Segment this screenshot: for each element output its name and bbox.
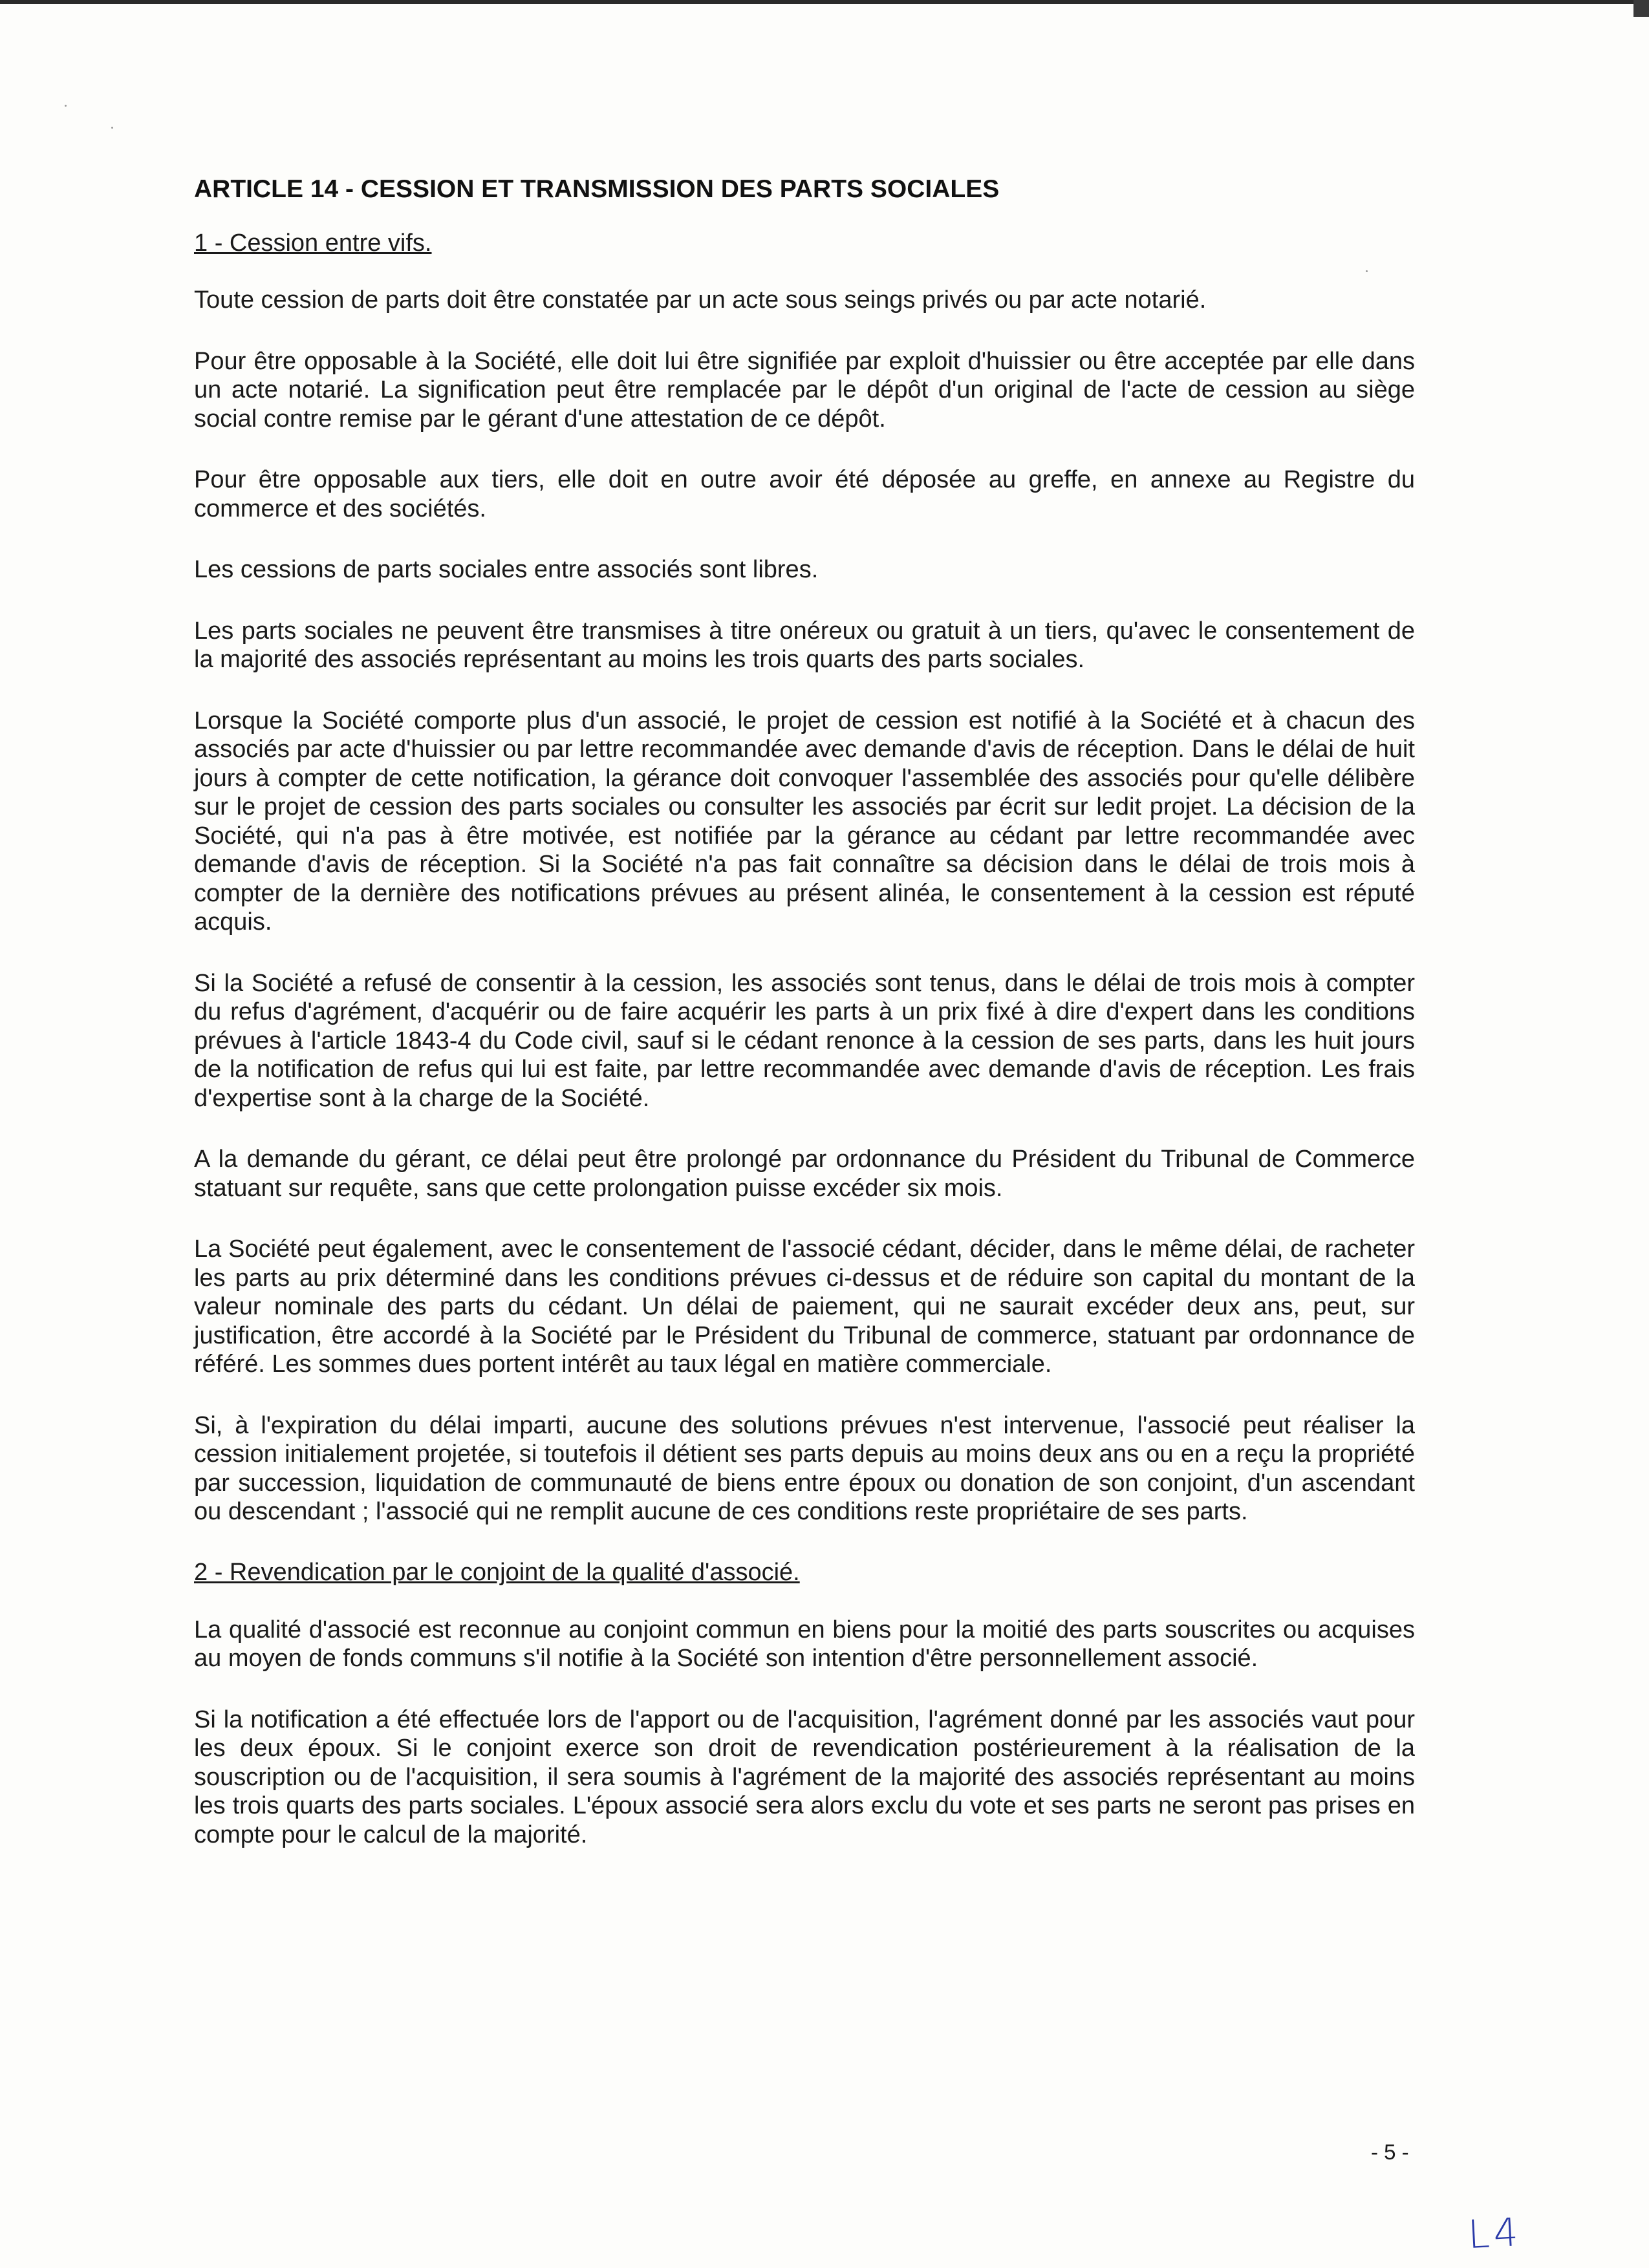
scan-corner-mark <box>1633 0 1649 17</box>
paragraph: La Société peut également, avec le consentement de l'associé cédant, décider, dans le même délai, de racheter les parts au prix déterminé dans les conditions prévues ci-dessus et de réduire son capital du montant de la valeur nominale des parts du cédant. Un délai de paiement, qui ne saurait excéder deux ans, peut, sur justification, être accordé à la Société par le Président du Tribunal de commerce, statuant par ordonnance de référé. Les sommes dues portent intérêt au taux légal en matière commerciale. <box>194 1236 1415 1378</box>
scan-speck <box>65 105 67 107</box>
section-1-heading: 1 - Cession entre vifs. <box>194 229 432 257</box>
paragraph: Lorsque la Société comporte plus d'un associé, le projet de cession est notifié à la Société et à chacun des associés par acte d'huissier ou par lettre recommandée avec demande d'avis de réception. Dans le délai de huit jours à compter de cette notification, la gérance doit convoquer l'assemblée des associés pour qu'elle délibère sur le projet de cession des parts sociales ou consulter les associés par écrit sur ledit projet. La décision de la Société, qui n'a pas à être motivée, est notifiée par la gérance au cédant par lettre recommandée avec demande d'avis de réception. Si la Société n'a pas fait connaître sa décision dans le délai de trois mois à compter de la dernière des notifications prévues au présent alinéa, le consentement à la cession est réputé acquis. <box>194 707 1415 936</box>
paragraph: Si la Société a refusé de consentir à la cession, les associés sont tenus, dans le délai de trois mois à compter du refus d'agrément, d'acquérir ou de faire acquérir les parts à un prix fixé à dire d'expert dans les conditions prévues à l'article 1843-4 du Code civil, sauf si le cédant renonce à la cession de ses parts, dans les huit jours de la notification de refus qui lui est faite, par lettre recommandée avec demande d'avis de réception. Les frais d'expertise sont à la charge de la Société. <box>194 969 1415 1112</box>
section-2-heading: 2 - Revendication par le conjoint de la qualité d'associé. <box>194 1558 800 1586</box>
paragraph: Les cessions de parts sociales entre associés sont libres. <box>194 556 819 584</box>
paragraph: La qualité d'associé est reconnue au conjoint commun en biens pour la moitié des parts souscrites ou acquises au moyen de fonds communs s'il notifie à la Société son intention d'être personnellement associé. <box>194 1616 1415 1673</box>
paragraph: A la demande du gérant, ce délai peut être prolongé par ordonnance du Président du Tribunal de Commerce statuant sur requête, sans que cette prolongation puisse excéder six mois. <box>194 1146 1415 1202</box>
paragraph: Pour être opposable à la Société, elle doit lui être signifiée par exploit d'huissier ou être acceptée par elle dans un acte notarié. La signification peut être remplacée par le dépôt d'un original de l'acte de cession au siège social contre remise par le gérant d'une attestation de ce dépôt. <box>194 347 1415 433</box>
article-title: ARTICLE 14 - CESSION ET TRANSMISSION DES PARTS SOCIALES <box>194 175 1000 203</box>
paragraph: Pour être opposable aux tiers, elle doit en outre avoir été déposée au greffe, en annexe au Registre du commerce et des sociétés. <box>194 466 1415 522</box>
handwritten-initials: L4 <box>1467 2209 1524 2258</box>
scan-speck <box>111 127 113 129</box>
paragraph: Toute cession de parts doit être constatée par un acte sous seings privés ou par acte notarié. <box>194 286 1207 314</box>
page-number: - 5 - <box>1371 2140 1409 2164</box>
paragraph: Si la notification a été effectuée lors de l'apport ou de l'acquisition, l'agrément donné par les associés vaut pour les deux époux. Si le conjoint exerce son droit de revendication postérieurement à la réalisation de la souscription ou de l'acquisition, il sera soumis à l'agrément de la majorité des associés représentant au moins les trois quarts des parts sociales. L'époux associé sera alors exclu du vote et ses parts ne seront pas prises en compte pour le calcul de la majorité. <box>194 1706 1415 1848</box>
document-page <box>194 175 1415 1881</box>
paragraph: Si, à l'expiration du délai imparti, aucune des solutions prévues n'est intervenue, l'associé peut réaliser la cession initialement projetée, si toutefois il détient ses parts depuis au moins deux ans ou en a reçu la propriété par succession, liquidation de communauté de biens entre époux ou donation de son conjoint, d'un ascendant ou descendant ; l'associé qui ne remplit aucune de ces conditions reste propriétaire de ses parts. <box>194 1411 1415 1526</box>
paragraph: Les parts sociales ne peuvent être transmises à titre onéreux ou gratuit à un tiers, qu'avec le consentement de la majorité des associés représentant au moins les trois quarts des parts sociales. <box>194 617 1415 674</box>
scan-top-border <box>0 0 1649 4</box>
